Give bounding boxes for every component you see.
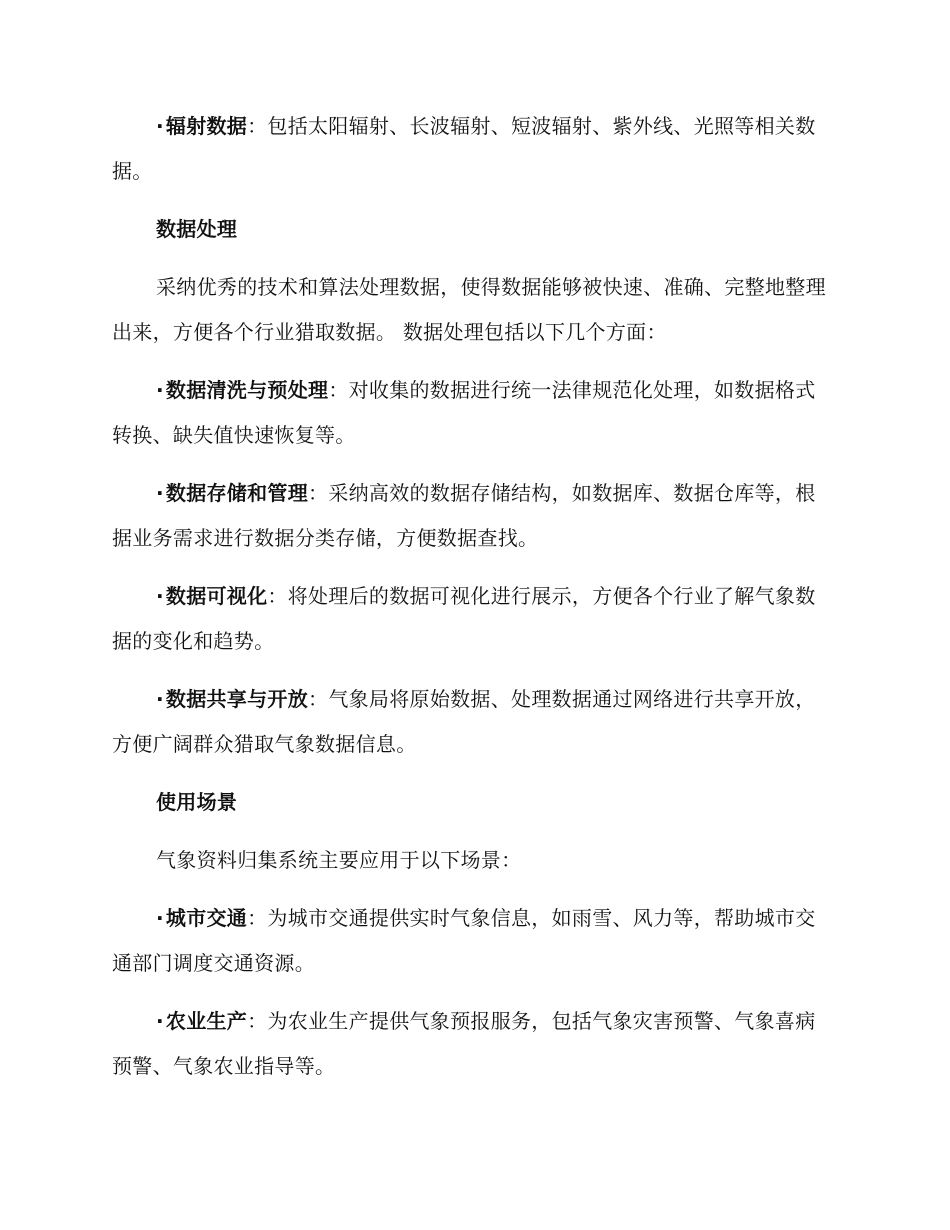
bullet-agriculture — [112, 999, 832, 1089]
bullet-term: 城市交通 — [165, 906, 248, 930]
bullet-term: 数据清洗与预处理 — [165, 378, 329, 402]
bullet-dot: · — [156, 378, 164, 402]
document-body — [112, 104, 832, 1102]
paragraph-use-cases-intro: 气象资料归集系统主要应用于以下场景： — [156, 848, 522, 872]
bullet-text: ：对收集的数据进行统一法律规范化处理，如数据格式转换、缺失值快速恢复等。 — [112, 378, 816, 447]
bullet-data-visualization — [112, 574, 832, 664]
paragraph-data-processing-intro: 采纳优秀的技术和算法处理数据，使得数据能够被快速、准确、完整地整理出来，方便各个行业猎取数据。 数据处理包括以下几个方面： — [112, 275, 826, 344]
bullet-dot: · — [156, 481, 164, 505]
bullet-text: ：包括太阳辐射、长波辐射、短波辐射、紫外线、光照等相关数据。 — [112, 114, 816, 183]
bullet-text: ：将处理后的数据可视化进行展示，方便各个行业了解气象数据的变化和趋势。 — [112, 584, 816, 653]
bullet-term: 数据共享与开放 — [165, 687, 309, 711]
bullet-dot: · — [156, 1009, 164, 1033]
bullet-dot: · — [156, 687, 164, 711]
bullet-text: ：气象局将原始数据、处理数据通过网络进行共享开放，方便广阔群众猎取气象数据信息。 — [112, 687, 816, 756]
bullet-data-sharing — [112, 677, 832, 767]
bullet-text: ：采纳高效的数据存储结构，如数据库、数据仓库等，根据业务需求进行数据分类存储，方便数据查找。 — [112, 481, 816, 550]
bullet-dot: · — [156, 114, 164, 138]
bullet-term: 辐射数据 — [165, 114, 248, 138]
bullet-term: 数据存储和管理 — [165, 481, 309, 505]
bullet-data-cleaning — [112, 368, 832, 458]
bullet-dot: · — [156, 906, 164, 930]
bullet-term: 数据可视化 — [165, 584, 268, 608]
section-heading-data-processing: 数据处理 — [156, 217, 238, 241]
bullet-term: 农业生产 — [165, 1009, 248, 1033]
bullet-text: ：为城市交通提供实时气象信息，如雨雪、风力等，帮助城市交通部门调度交通资源。 — [112, 906, 816, 975]
section-heading-use-cases: 使用场景 — [156, 790, 238, 814]
bullet-text: ：为农业生产提供气象预报服务，包括气象灾害预警、气象喜病预警、气象农业指导等。 — [112, 1009, 816, 1078]
bullet-radiation-data — [112, 104, 832, 194]
bullet-dot: · — [156, 584, 164, 608]
bullet-data-storage — [112, 471, 832, 561]
bullet-urban-traffic — [112, 896, 832, 986]
